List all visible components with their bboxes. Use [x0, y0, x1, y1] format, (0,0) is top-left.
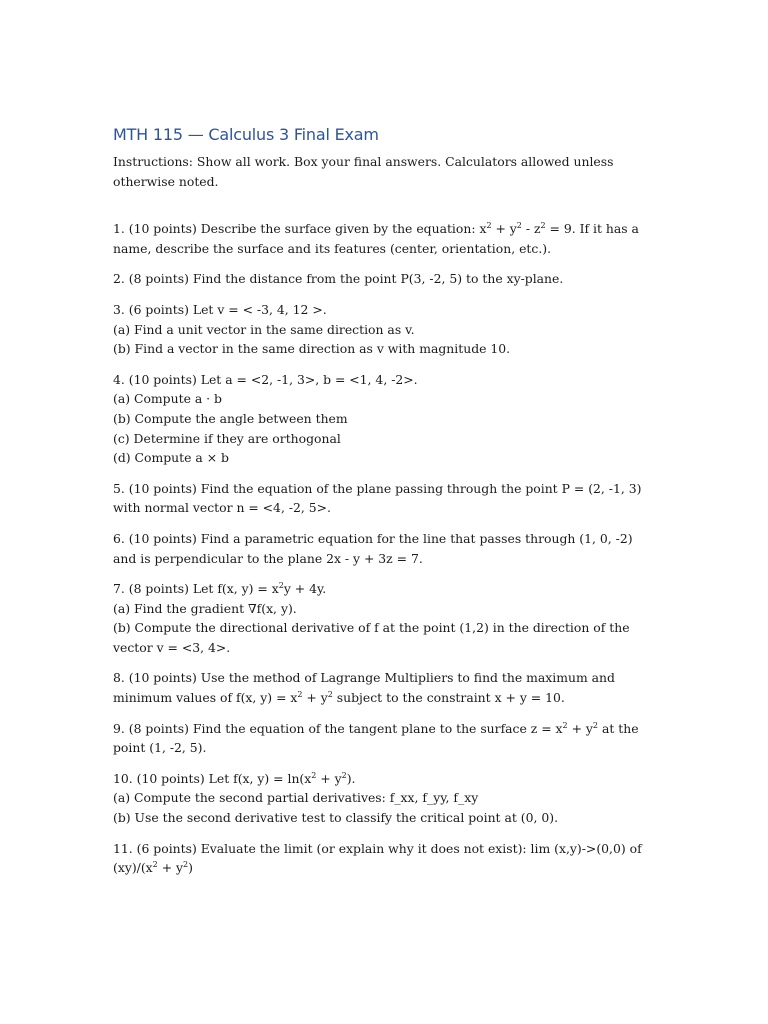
question-10 — [113, 769, 658, 828]
question-text: (b) Compute the angle between them — [113, 410, 348, 426]
question-line — [113, 599, 658, 619]
question-line — [113, 269, 658, 289]
question-text: (a) Compute the second partial derivatives: f_xx, f_yy, f_xy — [113, 790, 479, 806]
question-line — [113, 429, 658, 449]
question-text: = 9. If it has a name, describe the surface and its features (center, orientation, etc.). — [113, 221, 639, 256]
question-text: (d) Compute a × b — [113, 450, 229, 466]
question-9 — [113, 719, 658, 758]
question-line — [113, 219, 658, 258]
question-3 — [113, 300, 658, 359]
question-2 — [113, 269, 658, 289]
exam-title: MTH 115 — Calculus 3 Final Exam — [113, 125, 379, 144]
exponent: 2 — [486, 221, 492, 231]
question-text: 6. (10 points) Find a parametric equation for the line that passes through (1, 0, -2) and is perpendicular to the plane 2x - y + 3z = 7. — [113, 530, 633, 566]
question-text: at the point (1, -2, 5). — [113, 720, 639, 756]
question-6 — [113, 529, 658, 568]
question-text: 4. (10 points) Let a = <2, -1, 3>, b = <1, 4, -2>. — [113, 371, 418, 387]
question-text: subject to the constraint x + y = 10. — [332, 690, 565, 706]
question-line — [113, 479, 658, 518]
question-text: ) — [188, 860, 193, 876]
exponent: 2 — [297, 689, 303, 699]
question-text: y + 4y. — [283, 581, 327, 597]
question-text: ). — [346, 770, 356, 786]
exponent: 2 — [152, 860, 158, 870]
question-text: + y — [157, 860, 184, 876]
exam-page — [113, 124, 658, 889]
question-4 — [113, 370, 658, 468]
question-text: (a) Find the gradient ∇f(x, y). — [113, 600, 297, 616]
question-text: 9. (8 points) Find the equation of the tangent plane to the surface z = x — [113, 720, 563, 736]
question-line — [113, 370, 658, 390]
question-text: + y — [567, 720, 593, 736]
question-text: 8. (10 points) Use the method of Lagrange Multipliers to find the maximum and minimum values of f(x, y) = x — [113, 670, 615, 706]
question-line — [113, 339, 658, 359]
question-11 — [113, 839, 658, 878]
question-line — [113, 839, 658, 878]
exponent: 2 — [562, 720, 568, 730]
question-text: + y — [491, 221, 517, 237]
question-text: (a) Compute a · b — [113, 391, 222, 407]
question-line — [113, 448, 658, 468]
question-line — [113, 320, 658, 340]
exponent: 2 — [278, 580, 284, 590]
question-line — [113, 529, 658, 568]
question-text: 10. (10 points) Let f(x, y) = ln(x — [113, 770, 312, 786]
question-line — [113, 409, 658, 429]
question-text: 5. (10 points) Find the equation of the plane passing through the point P = (2, -1, 3) with normal vector n = <4, -2, 5>. — [113, 480, 642, 516]
exponent: 2 — [592, 720, 598, 730]
question-1 — [113, 219, 658, 258]
exponent: 2 — [516, 221, 522, 231]
question-text: + y — [302, 690, 328, 706]
question-text: 1. (10 points) Describe the surface given by the equation: x — [113, 221, 487, 237]
question-text: 11. (6 points) Evaluate the limit (or explain why it does not exist): lim (x,y)->(0,0) of (xy)/(x — [113, 840, 642, 876]
question-line — [113, 300, 658, 320]
question-text: (b) Use the second derivative test to classify the critical point at (0, 0). — [113, 810, 559, 826]
question-5 — [113, 479, 658, 518]
question-line — [113, 719, 658, 758]
question-8 — [113, 668, 658, 707]
question-list — [113, 219, 658, 878]
question-line — [113, 618, 658, 657]
question-line — [113, 579, 658, 599]
question-text: (c) Determine if they are orthogonal — [113, 430, 341, 446]
question-text: (b) Find a vector in the same direction as v with magnitude 10. — [113, 341, 511, 357]
question-text: (b) Compute the directional derivative of f at the point (1,2) in the direction of the vector v = <3, 4>. — [113, 620, 630, 655]
exponent: 2 — [341, 770, 347, 780]
exponent: 2 — [183, 860, 189, 870]
exponent: 2 — [327, 689, 333, 699]
question-text: 7. (8 points) Let f(x, y) = x — [113, 581, 279, 597]
exponent: 2 — [311, 770, 317, 780]
question-line — [113, 769, 658, 789]
question-text: (a) Find a unit vector in the same direction as v. — [113, 321, 415, 337]
question-line — [113, 668, 658, 707]
question-line — [113, 788, 658, 808]
exponent: 2 — [540, 221, 546, 231]
question-7 — [113, 579, 658, 657]
question-text: - z — [521, 221, 541, 237]
question-text: 2. (8 points) Find the distance from the point P(3, -2, 5) to the xy-plane. — [113, 271, 564, 287]
question-text: + y — [316, 770, 342, 786]
exam-instructions: Instructions: Show all work. Box your final answers. Calculators allowed unless otherwise noted. — [113, 154, 614, 189]
question-line — [113, 808, 658, 828]
question-text: 3. (6 points) Let v = < -3, 4, 12 >. — [113, 301, 327, 317]
question-line — [113, 389, 658, 409]
